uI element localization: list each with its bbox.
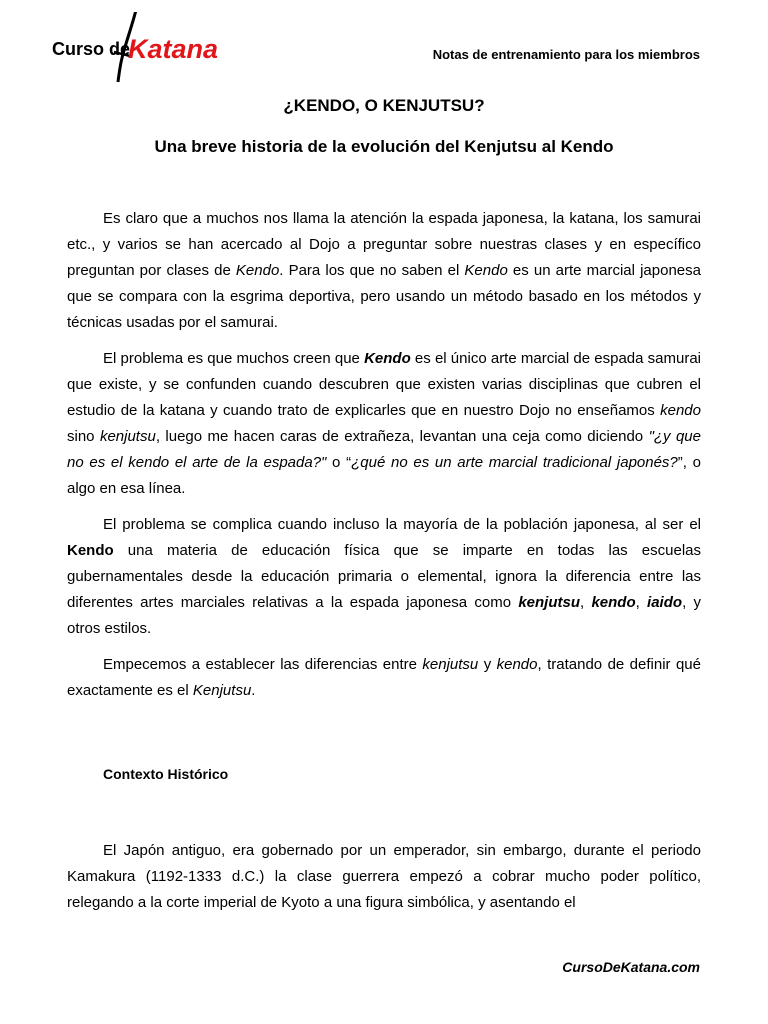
section-paragraph: El Japón antiguo, era gobernado por un emperador, sin embargo, durante el periodo Kamakura (1192-1333 d.C.) la clase guerrera empezó a cobrar mucho poder político, relegando a la corte imperial de Kyoto a una figura simbólica, y asentando el	[67, 842, 701, 911]
text-run: .	[251, 682, 256, 699]
text-run: , tratando de definir qué exactamente es el	[67, 656, 701, 699]
footer-link[interactable]: CursoDeKatana.com	[562, 959, 700, 975]
main-body	[67, 206, 701, 704]
logo-prefix: Curso de	[52, 39, 131, 59]
text-run: El problema se complica cuando incluso la mayoría de la población japonesa, al ser el	[103, 516, 701, 533]
text-run-italic: kendo	[660, 402, 701, 419]
text-run: es el único arte marcial de espada samurai que existe, y se confunden cuando descubren que existen varias disciplinas que cubren el estudio de la katana y cuando trato de explicarles que en nuestro Dojo no enseñamos	[67, 350, 701, 419]
text-run-bold-italic: kendo	[591, 594, 636, 611]
paragraph-4	[67, 652, 701, 704]
text-run: y	[478, 656, 497, 673]
section-body	[67, 838, 701, 916]
text-run: ”, o algo en esa línea.	[67, 454, 701, 497]
text-run-italic: "¿y que no es el kendo el arte de la espada?"	[67, 428, 701, 471]
logo-brand: Katana	[128, 34, 219, 64]
text-run: Empecemos a establecer las diferencias entre	[103, 656, 423, 673]
text-run: . Para los que no saben el	[279, 262, 465, 279]
paragraph-3	[67, 512, 701, 642]
text-run: ,	[580, 594, 592, 611]
text-run-bold-italic: kenjutsu	[518, 594, 581, 611]
text-run-italic: ¿qué no es un arte marcial tradicional japonés?	[351, 454, 678, 471]
section-heading: Contexto Histórico	[103, 766, 229, 782]
paragraph-2	[67, 346, 701, 502]
text-run: ,	[635, 594, 648, 611]
text-run-italic: kenjutsu	[99, 428, 156, 445]
text-run: es un arte marcial japonesa que se compara con la esgrima deportiva, pero usando un método basado en los métodos y técnicas usadas por el samurai.	[67, 262, 701, 331]
text-run-italic: Kenjutsu	[192, 682, 252, 699]
text-run: , y otros estilos.	[67, 594, 701, 637]
text-run-italic: kendo	[496, 656, 538, 673]
text-run-italic: kenjutsu	[422, 656, 479, 673]
paragraph-1	[67, 206, 701, 336]
text-run: o “	[326, 454, 352, 471]
header-note: Notas de entrenamiento para los miembros	[432, 47, 700, 62]
text-run-italic: Kendo	[235, 262, 280, 279]
text-run: sino	[67, 428, 100, 445]
page-title: ¿KENDO, O KENJUTSU?	[283, 96, 485, 115]
text-run: , luego me hacen caras de extrañeza, levantan una ceja como diciendo	[155, 428, 649, 445]
logo	[52, 12, 232, 84]
text-run-bold: Kendo	[67, 542, 114, 559]
text-run: El problema es que muchos creen que	[103, 350, 365, 367]
text-run-italic: Kendo	[464, 262, 508, 279]
text-run: una materia de educación física que se imparte en todas las escuelas gubernamentales desde la educación primaria o elemental, ignora la diferencia entre las diferentes artes marciales relativas a la espada japonesa como	[67, 542, 701, 611]
text-run: Es claro que a muchos nos llama la atención la espada japonesa, la katana, los samurai etc., y varios se han acercado al Dojo a preguntar sobre nuestras clases y en específico preguntan por clases de	[67, 210, 701, 279]
page-subtitle: Una breve historia de la evolución del Kenjutsu al Kendo	[154, 137, 614, 156]
text-run-bold-italic: Kendo	[364, 350, 411, 367]
text-run-bold-italic: iaido	[647, 594, 683, 611]
